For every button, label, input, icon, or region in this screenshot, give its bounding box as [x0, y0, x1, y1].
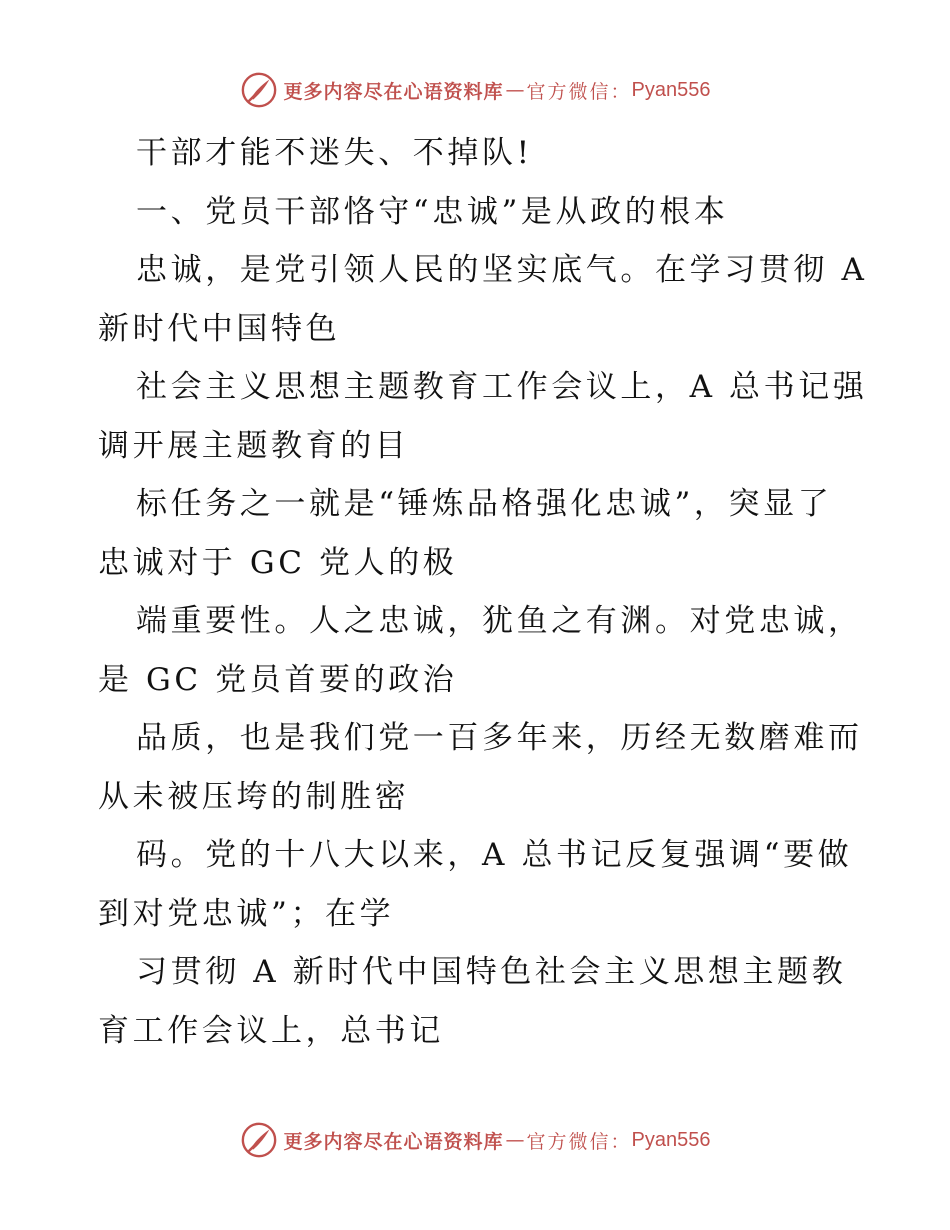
body-line: 社会主义思想主题教育工作会议上，A 总书记强: [136, 369, 868, 405]
body-line: 调开展主题教育的目: [98, 427, 410, 464]
body-line: 是 GC 党员首要的政治: [98, 661, 458, 698]
body-line: 新时代中国特色: [98, 310, 341, 347]
body-line: 标任务之一就是“锤炼品格强化忠诚”，突显了: [136, 486, 833, 522]
footer-brand: 更多内容尽在心语资料库: [283, 1130, 504, 1153]
footer-banner: [0, 1120, 950, 1160]
body-line: 习贯彻 A 新时代中国特色社会主义思想主题教: [136, 954, 847, 990]
body-line: 干部才能不迷失、不掉队!: [136, 135, 533, 171]
footer-wechat-id: Pyan556: [631, 1128, 711, 1151]
body-line: 忠诚，是党引领人民的坚实底气。在学习贯彻 A: [136, 252, 868, 288]
header-wechat-label: 官方微信：: [526, 80, 632, 103]
body-line: 码。党的十八大以来，A 总书记反复强调“要做: [136, 837, 853, 873]
footer-separator: —: [505, 1129, 525, 1151]
header-wechat-id: Pyan556: [631, 78, 711, 101]
quill-pen-icon: [240, 71, 278, 109]
document-body: [98, 124, 878, 1060]
header-brand: 更多内容尽在心语资料库: [283, 80, 504, 103]
footer-wechat-label: 官方微信：: [526, 1130, 632, 1153]
body-line: 到对党忠诚”；在学: [98, 895, 395, 932]
header-banner: [0, 70, 950, 110]
quill-pen-icon: [240, 1121, 278, 1159]
body-line: 品质，也是我们党一百多年来，历经无数磨难而: [136, 720, 863, 756]
header-separator: —: [505, 79, 525, 101]
body-line: 育工作会议上，总书记: [98, 1012, 444, 1049]
body-line: 端重要性。人之忠诚，犹鱼之有渊。对党忠诚，: [136, 603, 863, 639]
body-line: 从未被压垮的制胜密: [98, 778, 410, 815]
body-line: 忠诚对于 GC 党人的极: [98, 544, 458, 581]
section-heading: 一、党员干部恪守“忠诚”是从政的根本: [136, 193, 729, 230]
